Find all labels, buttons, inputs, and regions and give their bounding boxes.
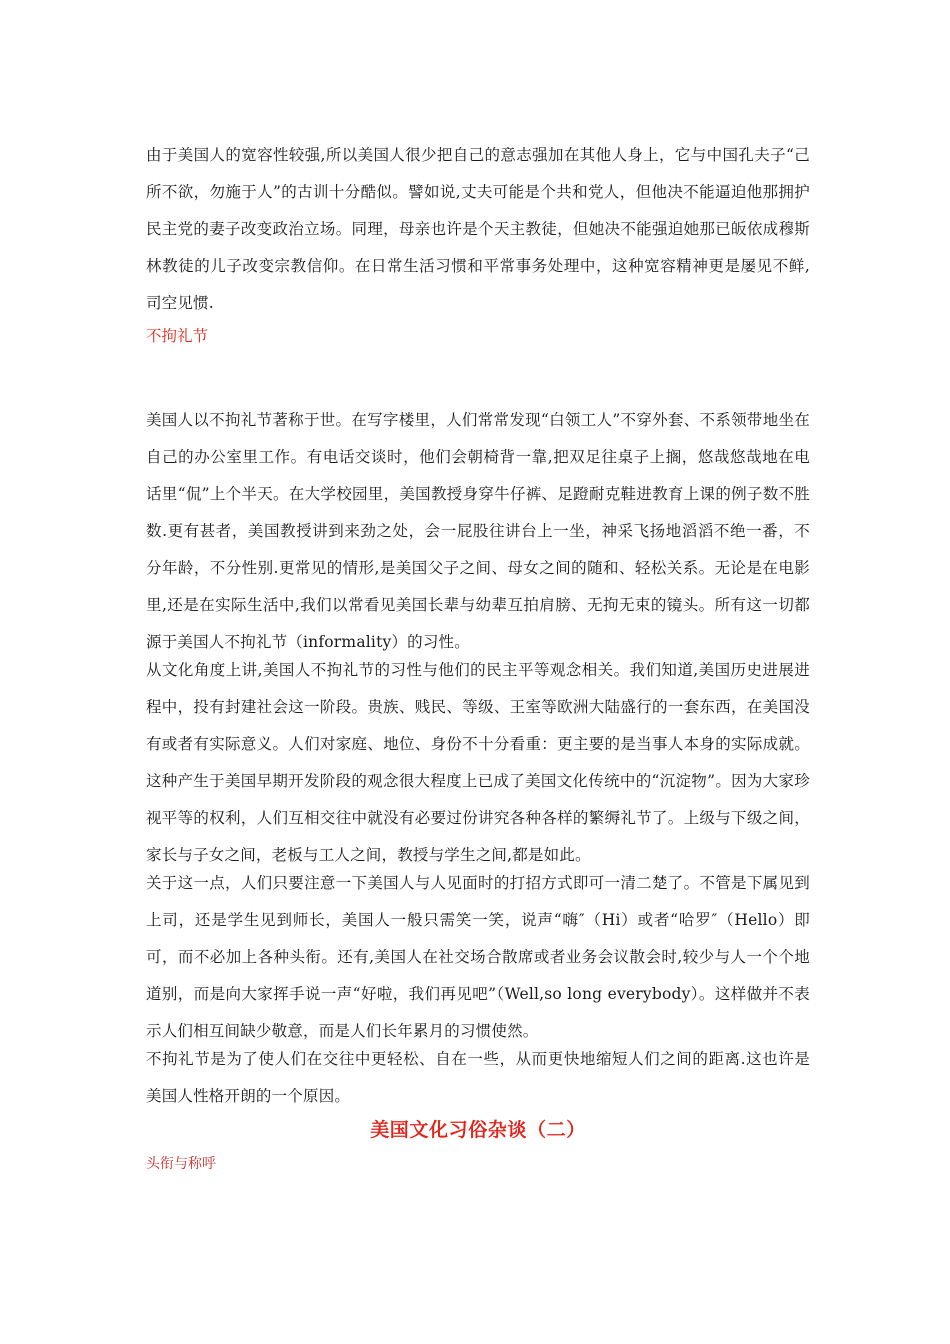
- paragraph-informality: 美国人以不拘礼节著称于世。在写字楼里，人们常常发现“白领工人”不穿外套、不系领带地坐在自己的办公室里工作。有电话交谈时，他们会朝椅背一靠,把双足往桌子上搁，悠哉悠哉地在电话里“侃”上个半天。在大学校园里，美国教授身穿牛仔裤、足蹬耐克鞋进教育上课的例子数不胜数.更有甚者，美国教授讲到来劲之处，会一屁股往讲台上一坐，神采飞扬地滔滔不绝一番，不分年龄，不分性别.更常见的情形,是美国父子之间、母女之间的随和、轻松关系。无论是在电影里,还是在实际生活中,我们以常看见美国长辈与幼辈互拍肩膀、无拘无束的镜头。所有这一切都源于美国人不拘礼节（informality）的习性。: [146, 411, 810, 651]
- paragraph-cultural-view: 从文化角度上讲,美国人不拘礼节的习性与他们的民主平等观念相关。我们知道,美国历史进展进程中，投有封建社会这一阶段。贵族、贱民、等级、王室等欧洲大陆盛行的一套东西，在美国没有或者有实际意义。人们对家庭、地位、身份不十分看重：更主要的是当事人本身的实际成就。这种产生于美国早期开发阶段的观念很大程度上已成了美国文化传统中的“沉淀物”。因为大家珍视平等的权利，人们互相交往中就没有必要过份讲究各种各样的繁缛礼节了。上级与下级之间，家长与子女之间，老板与工人之间，教授与学生之间,都是如此。: [146, 661, 810, 864]
- section-title: 美国文化习俗杂谈（二）: [370, 1119, 586, 1141]
- document-page: [146, 137, 810, 1175]
- paragraph-conclusion: 不拘礼节是为了使人们在交往中更轻松、自在一些，从而更快地缩短人们之间的距离.这也许是美国人性格开朗的一个原因。: [146, 1050, 810, 1105]
- sub-heading-titles-and-address: 头衔与称呼: [146, 1156, 216, 1172]
- blank-line: [146, 350, 810, 402]
- paragraph-tolerance: 由于美国人的宽容性较强,所以美国人很少把自己的意志强加在其他人身上，它与中国孔夫子“己所不欲，勿施于人”的古训十分酷似。譬如说,丈夫可能是个共和党人，但他决不能逼迫他那拥护民主党的妻子改变政治立场。同理，母亲也许是个天主教徒，但她决不能强迫她那已皈依成穆斯林教徒的儿子改变宗教信仰。在日常生活习惯和平常事务处理中，这种宽容精神更是屡见不鲜,司空见惯.: [146, 146, 810, 312]
- heading-informality: 不拘礼节: [146, 327, 209, 345]
- paragraph-greetings: 关于这一点，人们只要注意一下美国人与人见面时的打招方式即可一清二楚了。不管是下属见到上司，还是学生见到师长，美国人一般只需笑一笑，说声“嗨″（Hi）或者“哈罗″（Hello）即可，而不必加上各种头衔。还有,美国人在社交场合散席或者业务会议散会时,较少与人一个个地道别，而是向大家挥手说一声“好啦，我们再见吧”（Well,so long everybody）。这样做并不表示人们相互间缺少敬意，而是人们长年累月的习惯使然。: [146, 874, 810, 1040]
